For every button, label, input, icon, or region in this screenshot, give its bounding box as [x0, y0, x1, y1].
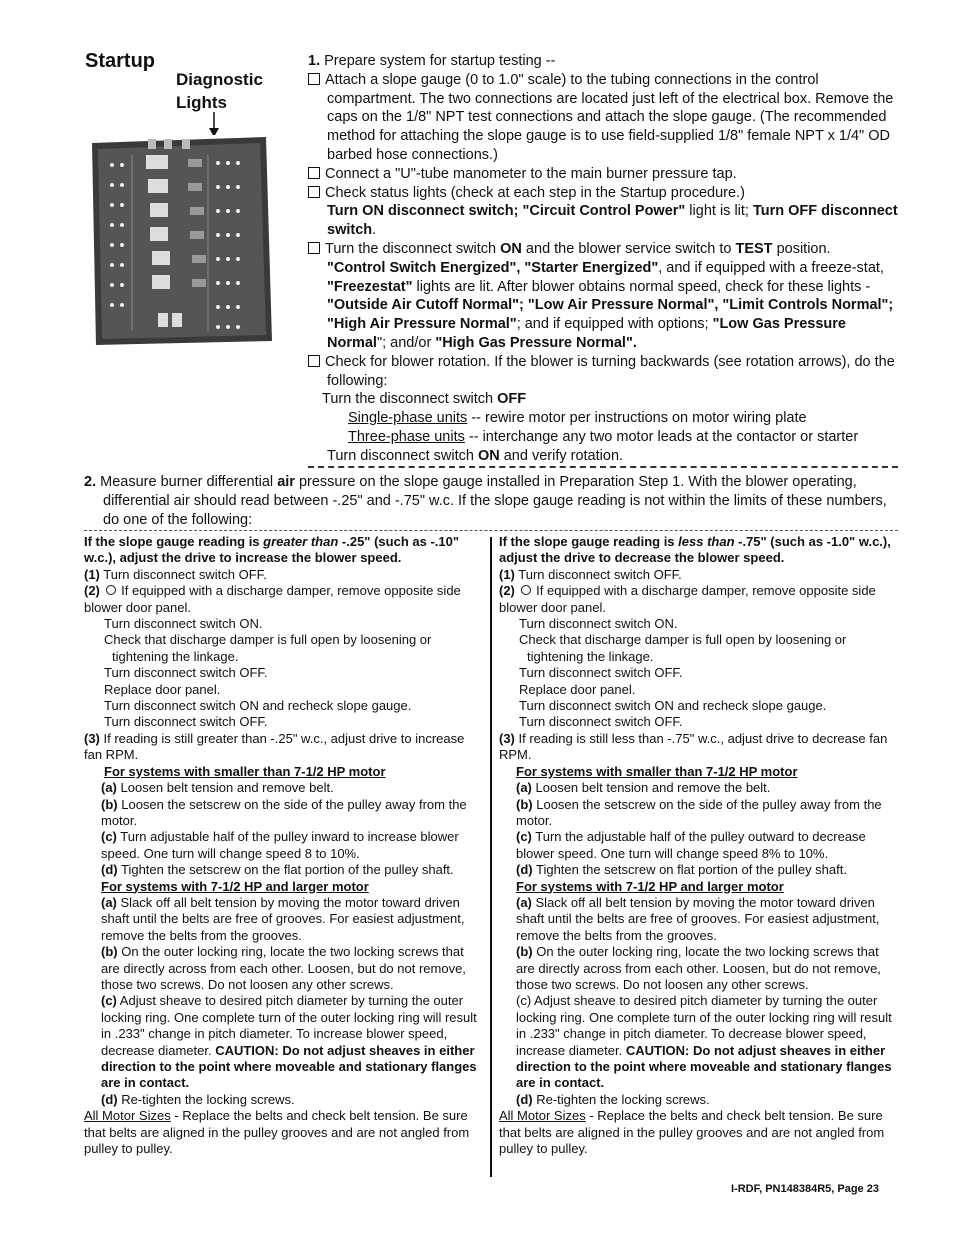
left-column: If the slope gauge reading is greater than -.25" (such as -.10" w.c.), adjust the drive to increase the blower speed. (1) Turn disconnect switch OFF. (2) If equipped with a discharge damper, remove opposite side blower door panel. Turn disconnect switch ON. Check that discharge damper is full open by loosening or tightening the linkage. Turn disconnect switch OFF. Replace door panel. Turn disconnect switch ON and recheck slope gauge. Turn disconnect switch OFF. (3) If reading is still greater than -.25" w.c., adjust drive to increase fan RPM. For systems with smaller than 7-1/2 HP motor (a) Loosen belt tension and remove belt. (b) Loosen the setscrew on the side of the pulley away from the motor. (c) Turn adjustable half of the pulley inward to increase blower speed. One turn will change speed 8 to 10%. (d) Tighten the setscrew on the flat portion of the pulley shaft. For systems with 7-1/2 HP and larger motor (a) Slack off all belt tension by moving the motor toward driven shaft until the belts are free of grooves. For easiest adjustment, remove the belts from the grooves. (b) On the outer locking ring, locate the two locking screws that are directly across from each other. Loosen, but do not remove, those two screws. Do not loosen any other screws. (c) Adjust sheave to desired pitch diameter by turning the outer locking ring. One complete turn of the outer locking ring will result in .233" change in pitch diameter. To increase blower speed, decrease diameter. CAUTION: Do not adjust sheaves in either direction to the point where moveable and stationary flanges are in contact. (d) Re-tighten the locking screws. All Motor Sizes - Replace the belts and check belt tension. Be sure that belts are aligned in the pulley grooves and are not angled from pulley to pulley.: [84, 534, 477, 1157]
divider: [84, 530, 898, 531]
divider: [308, 466, 898, 468]
checkbox-icon: [308, 73, 320, 85]
column-divider: [490, 537, 492, 1177]
rotation-on: Turn disconnect switch ON and verify rotation.: [327, 447, 624, 464]
right-column: If the slope gauge reading is less than -.75" (such as -1.0" w.c.), adjust the drive to decrease the blower speed. (1) Turn disconnect switch OFF. (2) If equipped with a discharge damper, remove opposite side blower door panel. Turn disconnect switch ON. Check that discharge damper is full open by loosening or tightening the linkage. Turn disconnect switch OFF. Replace door panel. Turn disconnect switch ON and recheck slope gauge. Turn disconnect switch OFF. (3) If reading is still less than -.75" w.c., adjust drive to decrease fan RPM. For systems with smaller than 7-1/2 HP motor (a) Loosen belt tension and remove the belt. (b) Loosen the setscrew on the side of the pulley away from the motor. (c) Turn the adjustable half of the pulley outward to decrease blower speed. One turn will change speed 8% to 10%. (d) Tighten the setscrew on flat portion of the pulley shaft. For systems with 7-1/2 HP and larger motor (a) Slack off all belt tension by moving the motor toward driven shaft until the belts are free of grooves. For easiest adjustment, remove the belts from the grooves. (b) On the outer locking ring, locate the two locking screws that are directly across from each other. Loosen, but do not remove, those two screws. Do not loosen any other screws. (c) Adjust sheave to desired pitch diameter by turning the outer locking ring. One complete turn of the outer locking ring will result in .233" change in pitch diameter. To decrease blower speed, increase diameter. CAUTION: Do not adjust sheaves in either direction to the point where moveable and stationary flanges are in contact. (d) Re-tighten the locking screws. All Motor Sizes - Replace the belts and check belt tension. Be sure that belts are aligned in the pulley grooves and are not angled from pulley to pulley.: [499, 534, 892, 1157]
checklist-item: Attach a slope gauge (0 to 1.0" scale) to the tubing connections in the control compartment. The two connections are located just left of the electrical box. Remove the caps on the 1/8" NPT test connections and attach the slope gauge. (The recommended method for attaching the slope gauge is to use field-supplied 1/8" female NPT x 1/4" OD barbed hose connections.): [308, 71, 908, 165]
section-title: Startup: [85, 50, 155, 72]
page-footer: I-RDF, PN148384R5, Page 23: [731, 1183, 879, 1195]
single-phase-note: Single-phase units -- rewire motor per instructions on motor wiring plate: [348, 410, 807, 427]
rotation-off: Turn the disconnect switch OFF: [322, 391, 527, 408]
circle-icon: [106, 585, 116, 595]
step-2-block: 2. Measure burner differential air pressure on the slope gauge installed in Preparation Step 1. With the blower operating, differential air should read between -.25" and -.75" w.c. If the slope gauge reading is not within the limits of these numbers, do one of the following:: [84, 474, 887, 528]
circle-icon: [521, 585, 531, 595]
step-1-intro: Prepare system for startup testing --: [324, 53, 556, 69]
checklist-item: Check for blower rotation. If the blower is turning backwards (see rotation arrows), do the following:: [308, 353, 908, 391]
checkbox-icon: [308, 186, 320, 198]
checklist-item: Connect a "U"-tube manometer to the main burner pressure tap.: [308, 165, 908, 184]
status-note: Turn ON disconnect switch; "Circuit Control Power" light is lit; Turn OFF disconnect switch.: [327, 203, 898, 239]
checkbox-icon: [308, 167, 320, 179]
step-1-block: [308, 52, 908, 466]
lights-note: "Control Switch Energized", "Starter Energized", and if equipped with a freeze-stat, "Freezestat" lights are lit. After blower obtains normal speed, check for these lights - "Outside Air Cutoff Normal"; "Low Air Pressure Normal", "Limit Controls Normal"; "High Air Pressure Normal"; and if equipped with options; "Low Gas Pressure Normal"; and/or "High Gas Pressure Normal".: [327, 259, 894, 351]
circuit-board-photo: [88, 135, 274, 347]
photo-label: Diagnostic Lights: [176, 70, 263, 112]
step-number: 1.: [308, 53, 321, 69]
checklist-item: Check status lights (check at each step in the Startup procedure.): [308, 184, 908, 203]
checkbox-icon: [308, 242, 320, 254]
checkbox-icon: [308, 355, 320, 367]
checklist-item: Turn the disconnect switch ON and the blower service switch to TEST position.: [308, 240, 908, 259]
three-phase-note: Three-phase units -- interchange any two motor leads at the contactor or starter: [348, 428, 859, 445]
